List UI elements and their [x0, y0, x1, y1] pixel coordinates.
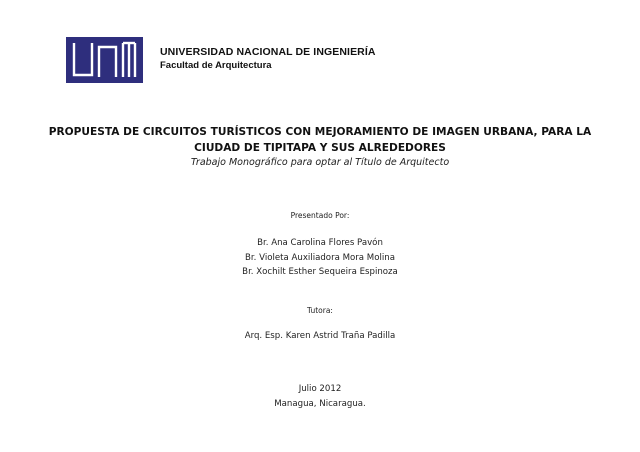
institution-header	[160, 45, 376, 73]
uni-logo-svg	[66, 37, 143, 83]
document-place: Managua, Nicaragua.	[274, 398, 366, 409]
author-name: Br. Violeta Auxiliadora Mora Molina	[245, 252, 395, 263]
university-logo-icon	[66, 37, 143, 83]
tutor-name: Arq. Esp. Karen Astrid Traña Padilla	[244, 331, 396, 341]
authors-list	[40, 236, 600, 280]
title-line-1: PROPUESTA DE CIRCUITOS TURÍSTICOS CON MEJORAMIENTO DE IMAGEN URBANA, PARA LA	[48, 126, 592, 138]
faculty-name: Facultad de Arquitectura	[160, 60, 272, 71]
title-line-2: CIUDAD DE TIPITAPA Y SUS ALREDEDORES	[194, 142, 446, 154]
document-title	[40, 124, 600, 156]
tutor-label: Tutora:	[307, 306, 333, 315]
document-date: Julio 2012	[298, 384, 342, 394]
document-subtitle: Trabajo Monográfico para optar al Título de Arquitecto	[190, 157, 450, 168]
author-name: Br. Ana Carolina Flores Pavón	[257, 238, 383, 248]
author-name: Br. Xochilt Esther Sequeira Espinoza	[242, 267, 398, 277]
university-name: UNIVERSIDAD NACIONAL DE INGENIERÍA	[160, 46, 376, 58]
presented-by-label: Presentado Por:	[290, 211, 350, 220]
date-place-block	[40, 382, 600, 411]
